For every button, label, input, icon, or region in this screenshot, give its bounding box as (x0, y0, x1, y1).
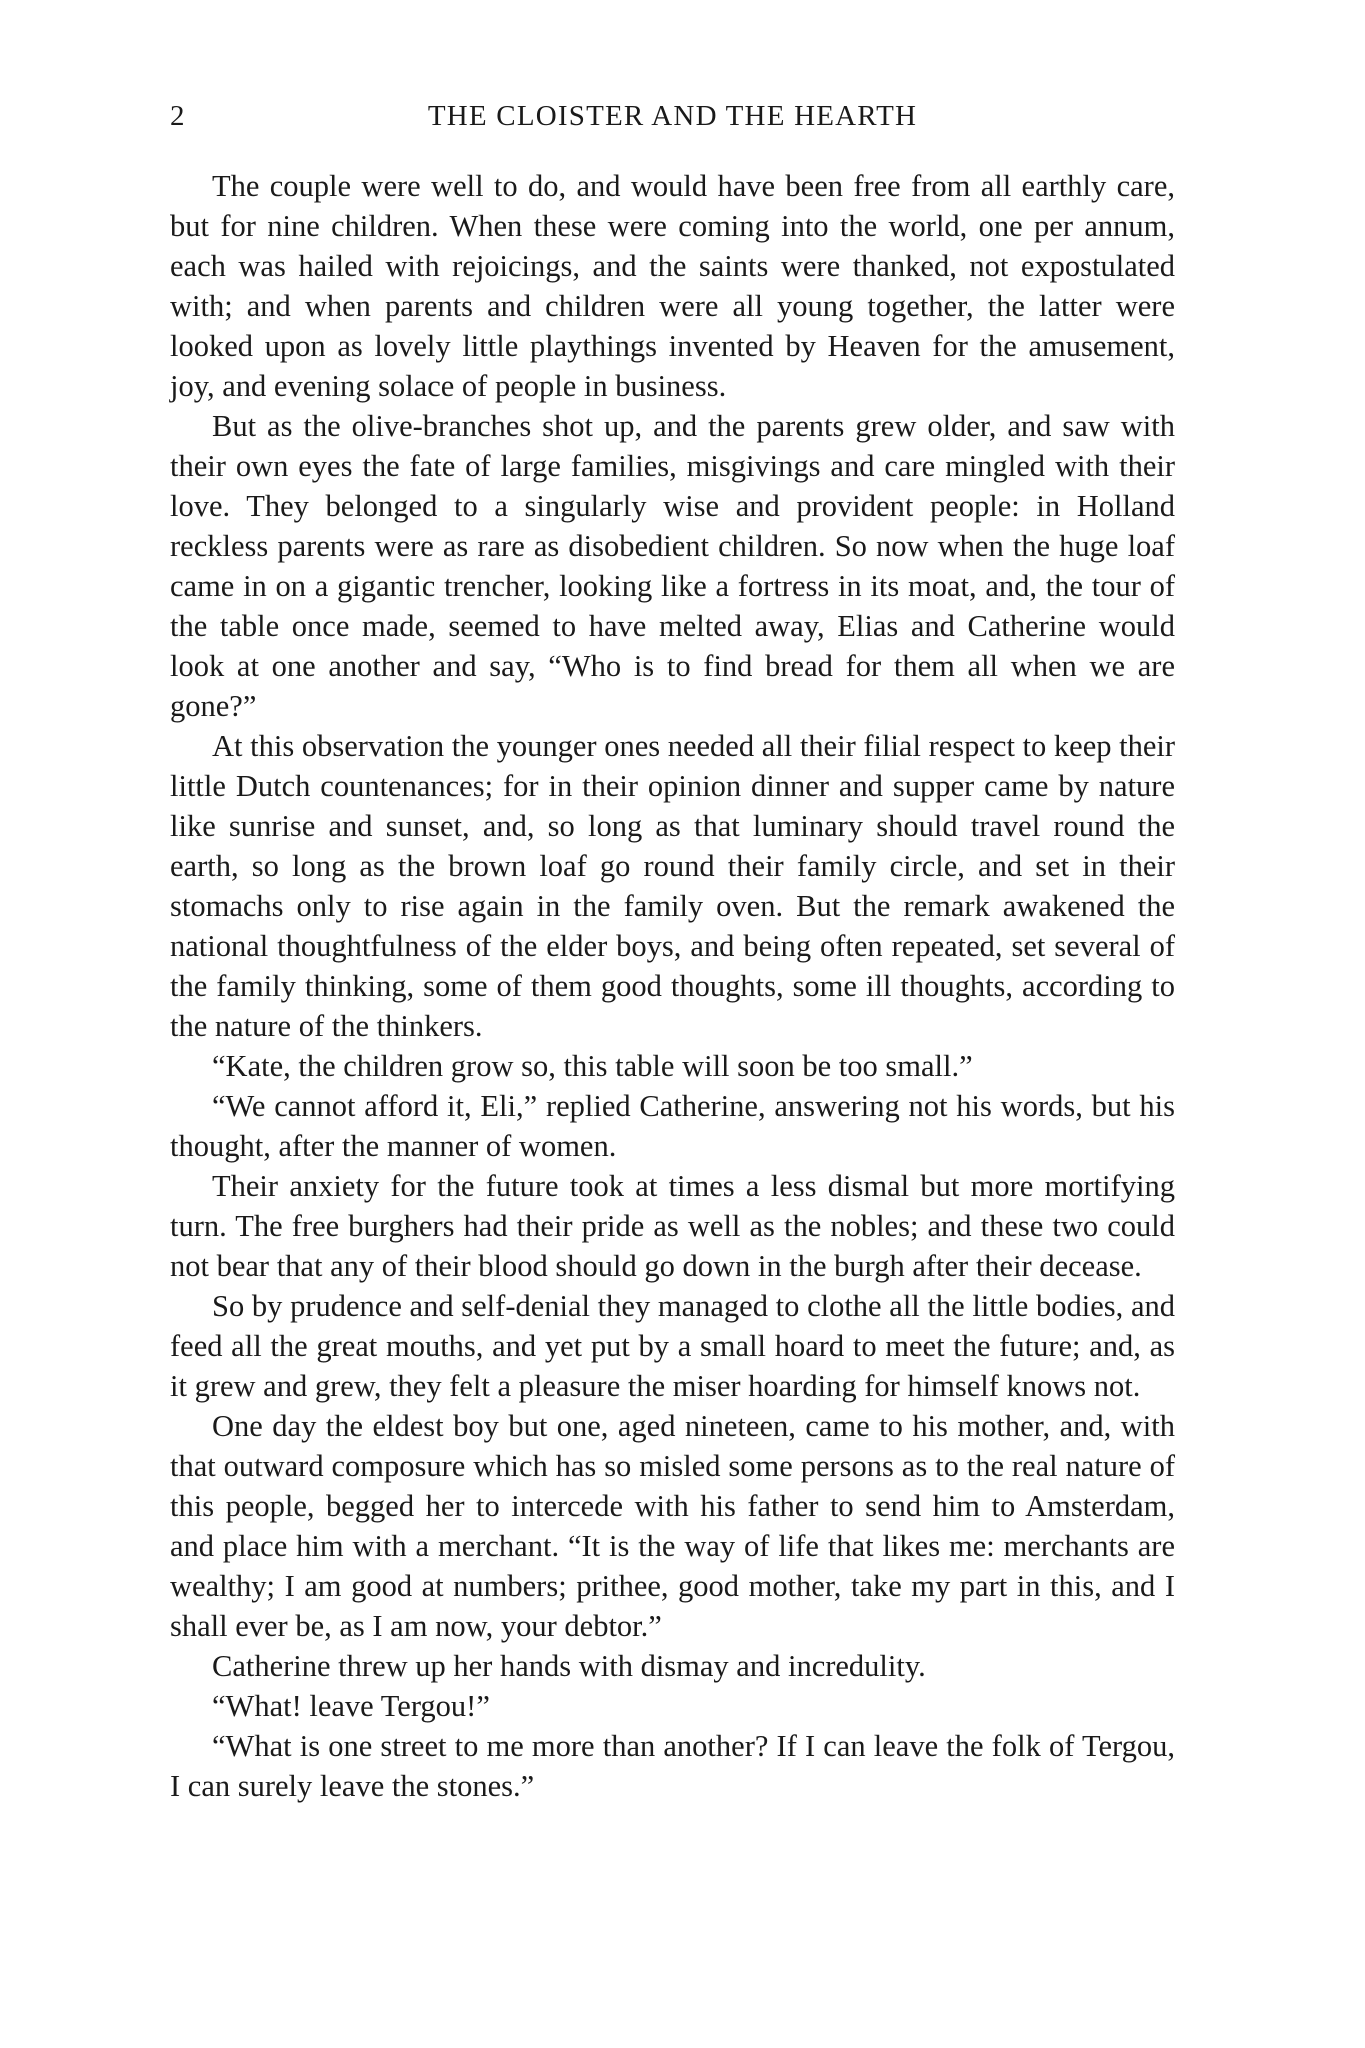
paragraph: So by prudence and self-denial they managed to clothe all the little bodies, and feed all the great mouths, and yet put by a small hoard to meet the future; and, as it grew and grew, they felt a pleasure the miser hoarding for himself knows not. (170, 1289, 1175, 1403)
running-title: THE CLOISTER AND THE HEARTH (427, 100, 918, 132)
page-header (170, 96, 1175, 136)
paragraph: “Kate, the children grow so, this table will soon be too small.” (212, 1049, 973, 1083)
paragraph: “We cannot afford it, Eli,” replied Catherine, answering not his words, but his thought, after the manner of women. (170, 1089, 1175, 1163)
paragraph: “What! leave Tergou!” (212, 1689, 490, 1723)
paragraph: Their anxiety for the future took at times a less dismal but more mortifying turn. The free burghers had their pride as well as the nobles; and these two could not bear that any of their blood should go down in the burgh after their decease. (170, 1169, 1175, 1283)
paragraph: Catherine threw up her hands with dismay and incredulity. (212, 1649, 926, 1683)
paragraph: “What is one street to me more than another? If I can leave the folk of Tergou, I can surely leave the stones.” (170, 1729, 1175, 1803)
paragraph: The couple were well to do, and would have been free from all earthly care, but for nine children. When these were coming into the world, one per annum, each was hailed with rejoicings, and the saints were thanked, not expostulated with; and when parents and children were all young together, the latter were looked upon as lovely little playthings invented by Heaven for the amusement, joy, and evening solace of people in business. (170, 169, 1175, 403)
paragraph: One day the eldest boy but one, aged nineteen, came to his mother, and, with that outward composure which has so misled some persons as to the real nature of this people, begged her to intercede with his father to send him to Amsterdam, and place him with a merchant. “It is the way of life that likes me: merchants are wealthy; I am good at numbers; prithee, good mother, take my part in this, and I shall ever be, as I am now, your debtor.” (170, 1409, 1175, 1643)
paragraph: At this observation the younger ones needed all their filial respect to keep their little Dutch countenances; for in their opinion dinner and supper came by nature like sunrise and sunset, and, so long as that luminary should travel round the earth, so long as the brown loaf go round their family circle, and set in their stomachs only to rise again in the family oven. But the remark awakened the national thoughtfulness of the elder boys, and being often repeated, set several of the family thinking, some of them good thoughts, some ill thoughts, according to the nature of the thinkers. (170, 729, 1175, 1043)
body-text (170, 166, 1175, 1806)
page-number: 2 (170, 100, 186, 132)
paragraph: But as the olive-branches shot up, and the parents grew older, and saw with their own eyes the fate of large families, misgivings and care mingled with their love. They belonged to a singularly wise and provident people: in Holland reckless parents were as rare as disobedient children. So now when the huge loaf came in on a gigantic trencher, looking like a fortress in its moat, and, the tour of the table once made, seemed to have melted away, Elias and Catherine would look at one another and say, “Who is to find bread for them all when we are gone?” (170, 409, 1175, 723)
